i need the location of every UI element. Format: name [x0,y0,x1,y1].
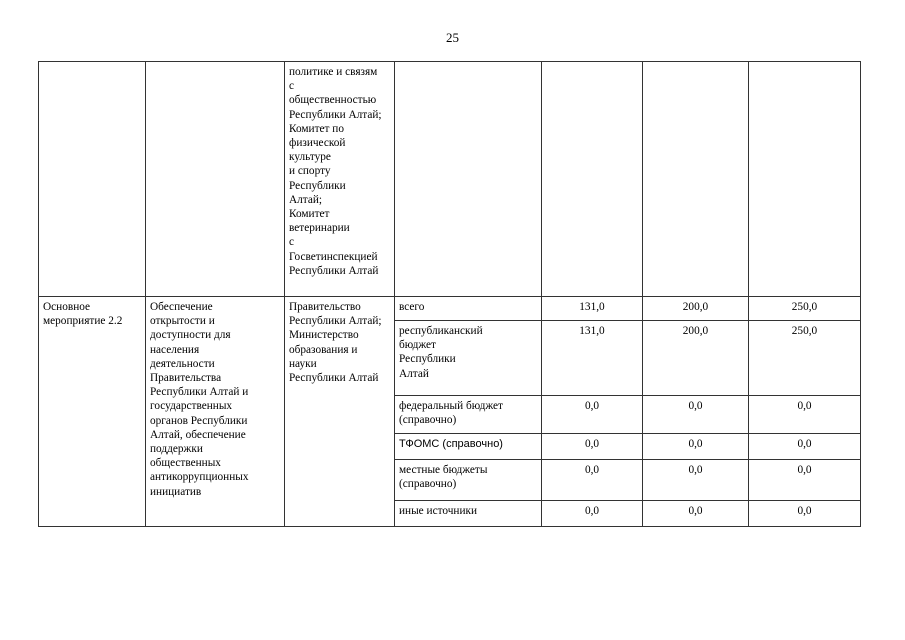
funding-source-cell: местные бюджеты (справочно) [395,460,542,501]
funding-source-cell: иные источники [395,501,542,527]
value-year-3-cell: 0,0 [749,501,861,527]
event-executors-cell: Правительство Республики Алтай; Министерство образования и науки Республики Алтай [285,297,395,527]
value-year-3-cell: 250,0 [749,321,861,396]
value-year-2-cell: 200,0 [643,321,749,396]
value-year-1-cell: 0,0 [542,460,643,501]
value-year-1-cell: 131,0 [542,297,643,321]
value-year-3-cell: 0,0 [749,460,861,501]
value-year-3-cell: 0,0 [749,396,861,434]
funding-source-cell: всего [395,297,542,321]
page-number: 25 [446,30,459,45]
funding-source-cell: федеральный бюджет (справочно) [395,396,542,434]
value-year-1-cell: 0,0 [542,396,643,434]
funding-source-cell: республиканский бюджет Республики Алтай [395,321,542,396]
continuation-row [39,62,861,297]
value-year-1-cell: 0,0 [542,434,643,460]
value-year-2-cell: 0,0 [643,501,749,527]
empty-cell [146,62,285,297]
executors-continuation-cell: политике и связям с общественностью Республики Алтай; Комитет по физической культуре и спорту Республики Алтай; Комитет ветеринарии с Госветинспекцией Республики Алтай [285,62,395,297]
value-year-1-cell: 0,0 [542,501,643,527]
funding-source-cell: ТФОМС (справочно) [395,434,542,460]
value-year-2-cell: 0,0 [643,434,749,460]
value-year-2-cell: 0,0 [643,460,749,501]
value-year-2-cell: 200,0 [643,297,749,321]
empty-cell [542,62,643,297]
value-year-3-cell: 0,0 [749,434,861,460]
value-year-3-cell: 250,0 [749,297,861,321]
value-year-1-cell: 131,0 [542,321,643,396]
empty-cell [395,62,542,297]
empty-cell [749,62,861,297]
event-code-cell: Основное мероприятие 2.2 [39,297,146,527]
event-title-cell: Обеспечение открытости и доступности для населения деятельности Правительства Республики Алтай и государственных органов Республики Алтай, обеспечение поддержки общественных антикоррупционных инициатив [146,297,285,527]
value-year-2-cell: 0,0 [643,396,749,434]
empty-cell [643,62,749,297]
budget-table [38,61,861,527]
empty-cell [39,62,146,297]
table-row [39,297,861,321]
